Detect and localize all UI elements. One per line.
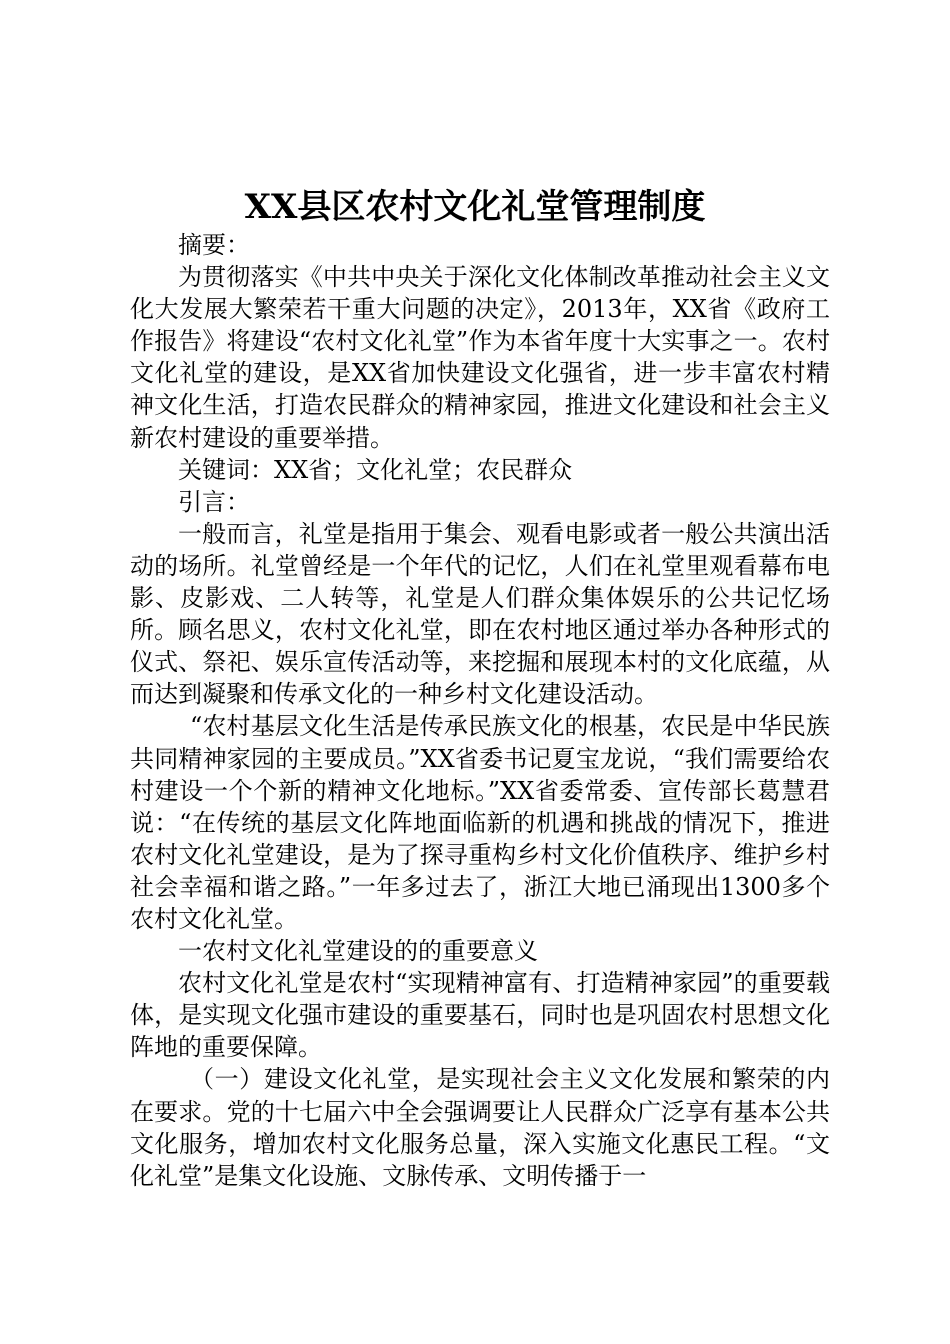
- abstract-paragraph: 为贯彻落实《中共中央关于深化文化体制改革推动社会主义文化大发展大繁荣若干重大问题的决定》，2013年，XX省《政府工作报告》将建设“农村文化礼堂”作为本省年度十大实事之一。农村文化礼堂的建设，是XX省加快建设文化强省，进一步丰富农村精神文化生活，打造农民群众的精神家园，推进文化建设和社会主义新农村建设的重要举措。: [130, 263, 830, 452]
- significance-paragraph: 农村文化礼堂是农村“实现精神富有、打造精神家园”的重要载体，是实现文化强市建设的重要基石，同时也是巩固农村思想文化阵地的重要保障。: [130, 969, 830, 1062]
- document-body: [130, 229, 830, 1192]
- introduction-paragraph: 一般而言，礼堂是指用于集会、观看电影或者一般公共演出活动的场所。礼堂曾经是一个年代的记忆，人们在礼堂里观看幕布电影、皮影戏、二人转等，礼堂是人们群众集体娱乐的公共记忆场所。顾名思义，农村文化礼堂，即在农村地区通过举办各种形式的仪式、祭祀、娱乐宣传活动等，来挖掘和展现本村的文化底蕴，从而达到凝聚和传承文化的一种乡村文化建设活动。: [130, 519, 830, 709]
- point-one-paragraph: （一）建设文化礼堂，是实现社会主义文化发展和繁荣的内在要求。党的十七届六中全会强调要让人民群众广泛享有基本公共文化服务，增加农村文化服务总量，深入实施文化惠民工程。“文化礼堂”是集文化设施、文脉传承、文明传播于一: [130, 1065, 830, 1190]
- document-title: XX县区农村文化礼堂管理制度: [244, 187, 706, 227]
- abstract-label: 摘要：: [178, 231, 250, 259]
- keywords-line: 关键词：XX省；文化礼堂；农民群众: [178, 455, 573, 484]
- introduction-label: 引言：: [178, 487, 250, 516]
- quote-paragraph: “农村基层文化生活是传承民族文化的根基，农民是中华民族共同精神家园的主要成员。”XX省委书记夏宝龙说，“我们需要给农村建设一个个新的精神文化地标。”XX省委常委、宣传部长葛慧君说：“在传统的基层文化阵地面临新的机遇和挑战的情况下，推进农村文化礼堂建设，是为了探寻重构乡村文化价值秩序、维护乡村社会幸福和谐之路。”一年多过去了，浙江大地已涌现出1300多个农村文化礼堂。: [130, 712, 830, 933]
- section-heading: 一农村文化礼堂建设的的重要意义: [178, 937, 538, 966]
